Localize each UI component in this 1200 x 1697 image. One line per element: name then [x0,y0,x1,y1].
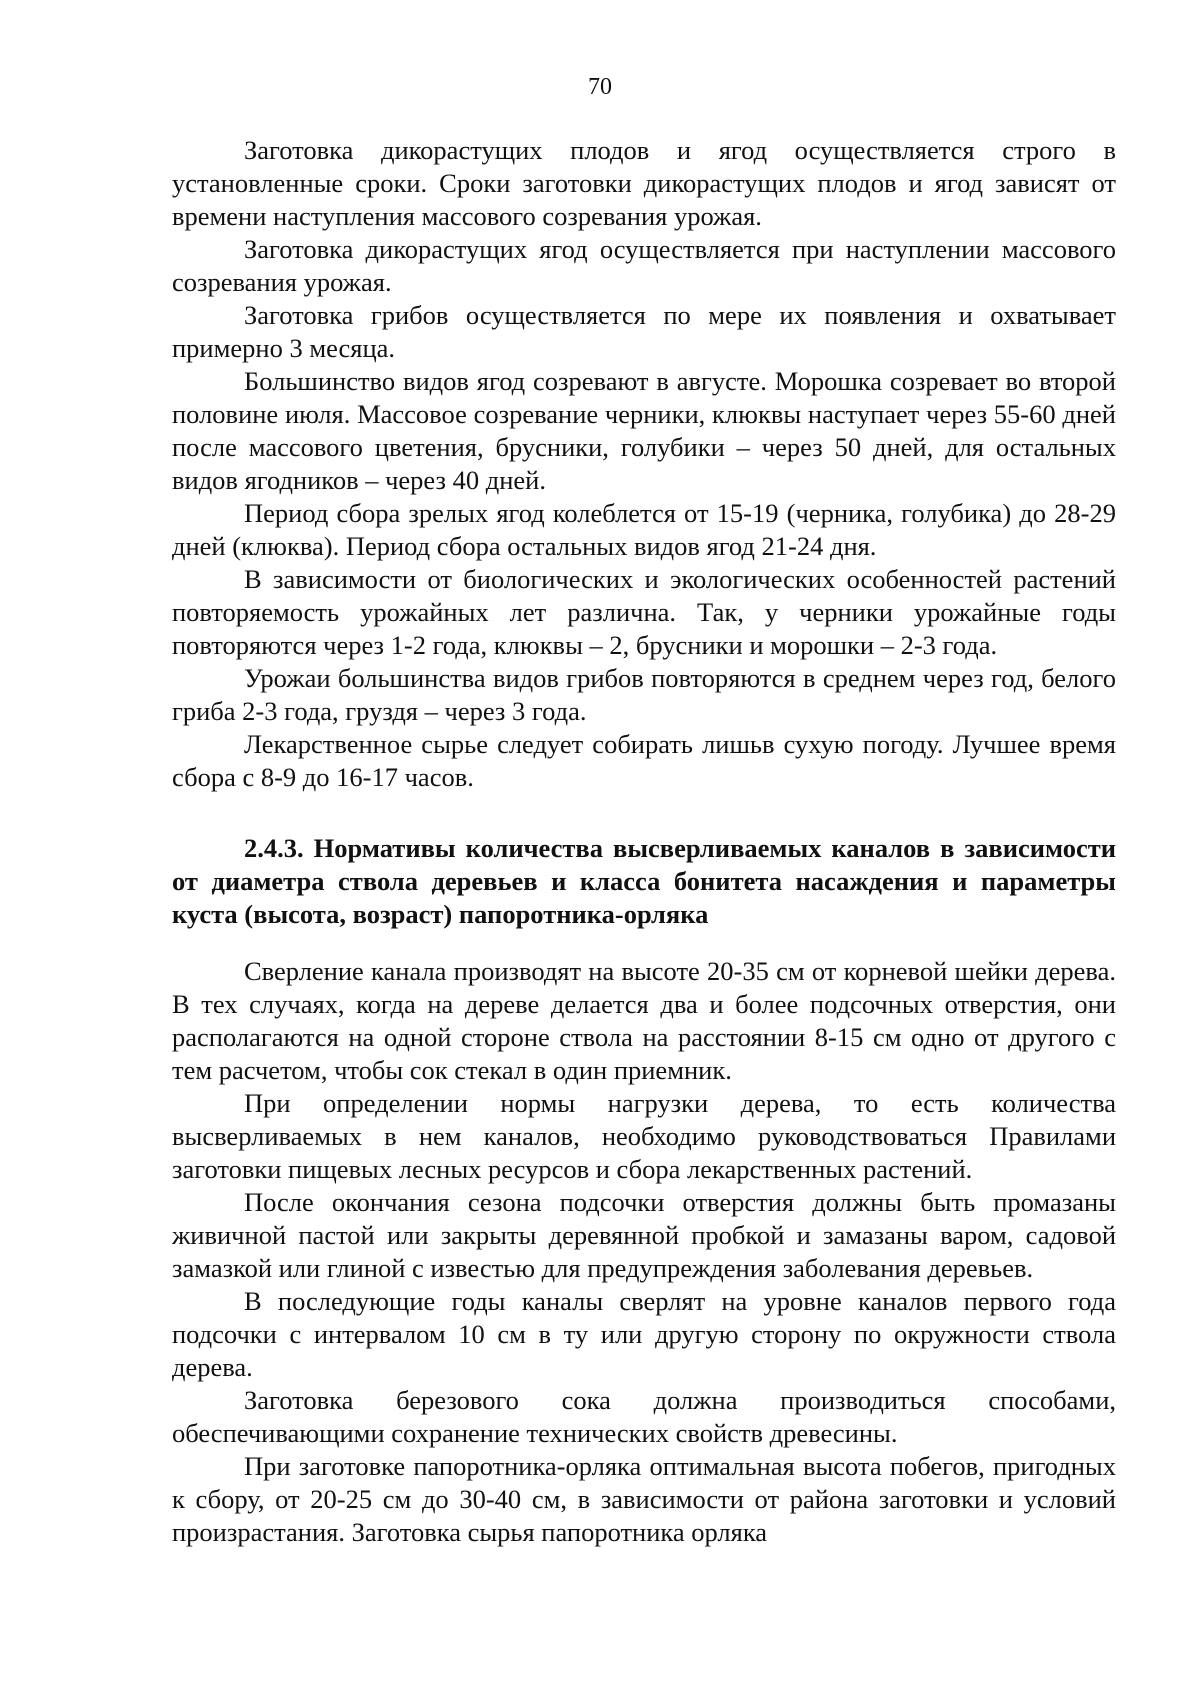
paragraph: При заготовке папоротника-орляка оптимальная высота побегов, пригодных к сбору, от 20-25 см до 30-40 см, в зависимости от района заготовки и условий произрастания. Заготовка сырья папоротника орляка [172,1451,1116,1547]
paragraph: Период сбора зрелых ягод колеблется от 15-19 (черника, голубика) до 28-29 дней (клюква). Период сбора остальных видов ягод 21-24 дня. [172,498,1116,561]
section-heading: 2.4.3. Нормативы количества высверливаемых каналов в зависимости от диаметра ствола деревьев и класса бонитета насаждения и параметры куста (высота, возраст) папоротника-орляка [172,833,1116,929]
paragraph: Заготовка березового сока должна производиться способами, обеспечивающими сохранение технических свойств древесины. [172,1385,1116,1448]
paragraph: Урожаи большинства видов грибов повторяются в среднем через год, белого гриба 2-3 года, груздя – через 3 года. [172,663,1116,726]
paragraph: Сверление канала производят на высоте 20-35 см от корневой шейки дерева. В тех случаях, когда на дереве делается два и более подсочных отверстия, они располагаются на одной стороне ствола на расстоянии 8-15 см одно от другого с тем расчетом, чтобы сок стекал в один приемник. [172,956,1116,1085]
paragraph: Заготовка дикорастущих ягод осуществляется при наступлении массового созревания урожая. [172,234,1116,297]
paragraph: В зависимости от биологических и экологических особенностей растений повторяемость урожайных лет различна. Так, у черники урожайные годы повторяются через 1-2 года, клюквы – 2, брусники и морошки – 2-3 года. [172,564,1116,660]
paragraph: При определении нормы нагрузки дерева, то есть количества высверливаемых в нем каналов, необходимо руководствоваться Правилами заготовки пищевых лесных ресурсов и сбора лекарственных растений. [172,1088,1116,1184]
paragraph: В последующие годы каналы сверлят на уровне каналов первого года подсочки с интервалом 10 см в ту или другую сторону по окружности ствола дерева. [172,1286,1116,1382]
paragraph: После окончания сезона подсочки отверстия должны быть промазаны живичной пастой или закрыты деревянной пробкой и замазаны варом, садовой замазкой или глиной с известью для предупреждения заболевания деревьев. [172,1187,1116,1283]
paragraph: Заготовка грибов осуществляется по мере их появления и охватывает примерно 3 месяца. [172,300,1116,363]
paragraph: Лекарственное сырье следует собирать лишьв сухую погоду. Лучшее время сбора с 8-9 до 16-17 часов. [172,729,1116,792]
page-number: 70 [588,74,612,100]
paragraph: Заготовка дикорастущих плодов и ягод осуществляется строго в установленные сроки. Сроки заготовки дикорастущих плодов и ягод зависят от времени наступления массового созревания урожая. [172,135,1116,231]
heading-spacer [172,931,1116,955]
page-content [172,134,1116,1549]
section-spacer [172,794,1116,832]
paragraph: Большинство видов ягод созревают в августе. Морошка созревает во второй половине июля. Массовое созревание черники, клюквы наступает через 55-60 дней после массового цветения, брусники, голубики – через 50 дней, для остальных видов ягодников – через 40 дней. [172,366,1116,495]
